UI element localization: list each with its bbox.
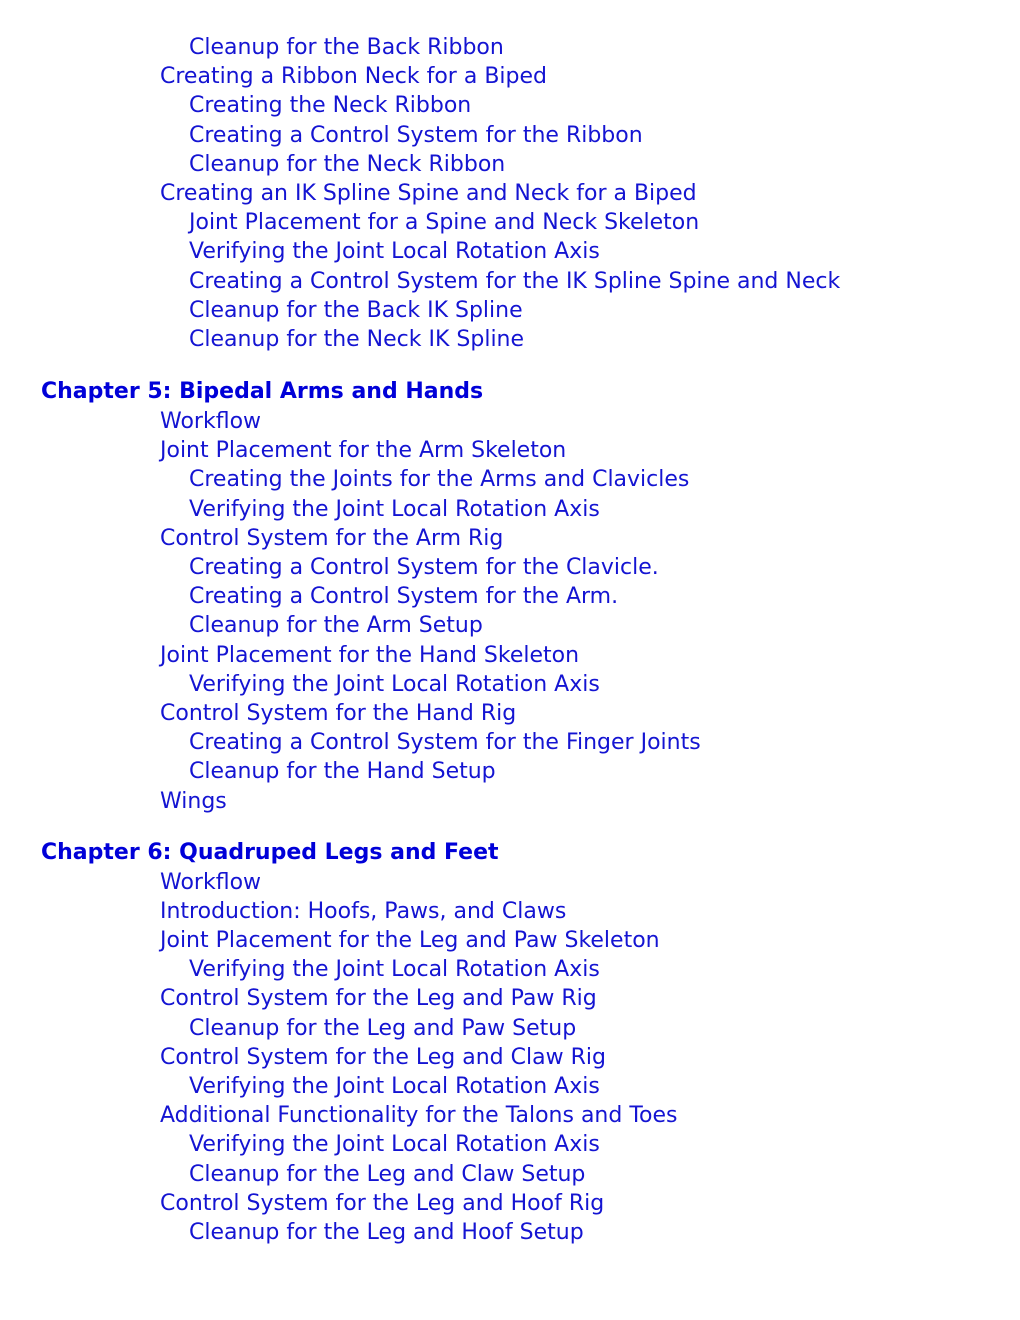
section-spacer (0, 816, 1020, 838)
toc-section-link[interactable]: Creating a Ribbon Neck for a Biped (160, 64, 547, 90)
toc-section-link[interactable]: Introduction: Hoofs, Paws, and Claws (160, 898, 567, 924)
toc-subsection-link[interactable]: Creating the Joints for the Arms and Clavicles (189, 467, 690, 493)
toc-subsection-link[interactable]: Verifying the Joint Local Rotation Axis (189, 671, 600, 697)
toc-subsection-link[interactable]: Creating a Control System for the Arm. (189, 584, 619, 610)
toc-section-link[interactable]: Control System for the Hand Rig (160, 700, 517, 726)
toc-subsection-link[interactable]: Cleanup for the Leg and Hoof Setup (189, 1219, 584, 1245)
toc-subsection-link[interactable]: Joint Placement for a Spine and Neck Skeleton (189, 210, 700, 236)
chapter-6-heading[interactable]: Chapter 6: Quadruped Legs and Feet (41, 839, 499, 865)
toc-subsection-link[interactable]: Cleanup for the Back IK Spline (189, 297, 523, 323)
toc-section-link[interactable]: Workflow (160, 409, 262, 435)
toc-subsection-link[interactable]: Cleanup for the Hand Setup (189, 759, 496, 785)
toc-section-link[interactable]: Control System for the Arm Rig (160, 525, 504, 551)
toc-subsection-link[interactable]: Creating the Neck Ribbon (189, 93, 472, 119)
toc-section-chapter-5 (0, 407, 1020, 816)
toc-subsection-link[interactable]: Cleanup for the Arm Setup (189, 613, 483, 639)
toc-section-link[interactable]: Control System for the Leg and Hoof Rig (160, 1190, 605, 1216)
table-of-contents (0, 33, 1020, 1247)
toc-subsection-link[interactable]: Verifying the Joint Local Rotation Axis (189, 1132, 600, 1158)
toc-section-link[interactable]: Additional Functionality for the Talons and Toes (160, 1103, 678, 1129)
section-spacer (0, 354, 1020, 377)
toc-subsection-link[interactable]: Cleanup for the Neck Ribbon (189, 151, 506, 177)
toc-section-link[interactable]: Creating an IK Spline Spine and Neck for a Biped (160, 180, 697, 206)
toc-section-link[interactable]: Joint Placement for the Hand Skeleton (160, 642, 580, 668)
toc-subsection-link[interactable]: Creating a Control System for the Clavicle. (189, 555, 659, 580)
toc-subsection-link[interactable]: Cleanup for the Neck IK Spline (189, 326, 525, 352)
toc-subsection-link[interactable]: Cleanup for the Leg and Claw Setup (189, 1161, 586, 1187)
toc-subsection-link[interactable]: Cleanup for the Leg and Paw Setup (189, 1015, 577, 1041)
toc-section-link[interactable]: Control System for the Leg and Paw Rig (160, 986, 597, 1012)
toc-section-link[interactable]: Workflow (160, 869, 262, 895)
toc-section-link[interactable]: Control System for the Leg and Claw Rig (160, 1044, 606, 1070)
chapter-5-heading[interactable]: Chapter 5: Bipedal Arms and Hands (41, 379, 484, 405)
toc-subsection-link[interactable]: Creating a Control System for the Finger Joints (189, 730, 701, 756)
toc-subsection-link[interactable]: Verifying the Joint Local Rotation Axis (189, 957, 600, 983)
toc-subsection-link[interactable]: Verifying the Joint Local Rotation Axis (189, 239, 600, 265)
toc-subsection-link[interactable]: Verifying the Joint Local Rotation Axis (189, 496, 600, 522)
toc-subsection-link[interactable]: Verifying the Joint Local Rotation Axis (189, 1074, 600, 1099)
toc-section-link[interactable]: Joint Placement for the Leg and Paw Skeleton (160, 928, 660, 954)
toc-section-link[interactable]: Joint Placement for the Arm Skeleton (160, 438, 567, 464)
toc-section-chapter-6 (0, 868, 1020, 1247)
toc-subsection-link[interactable]: Creating a Control System for the Ribbon (189, 122, 643, 148)
toc-subsection-link[interactable]: Cleanup for the Back Ribbon (189, 35, 504, 60)
toc-section-link[interactable]: Wings (160, 788, 227, 814)
toc-subsection-link[interactable]: Creating a Control System for the IK Spline Spine and Neck (189, 268, 841, 294)
toc-section-continued (0, 33, 1020, 354)
